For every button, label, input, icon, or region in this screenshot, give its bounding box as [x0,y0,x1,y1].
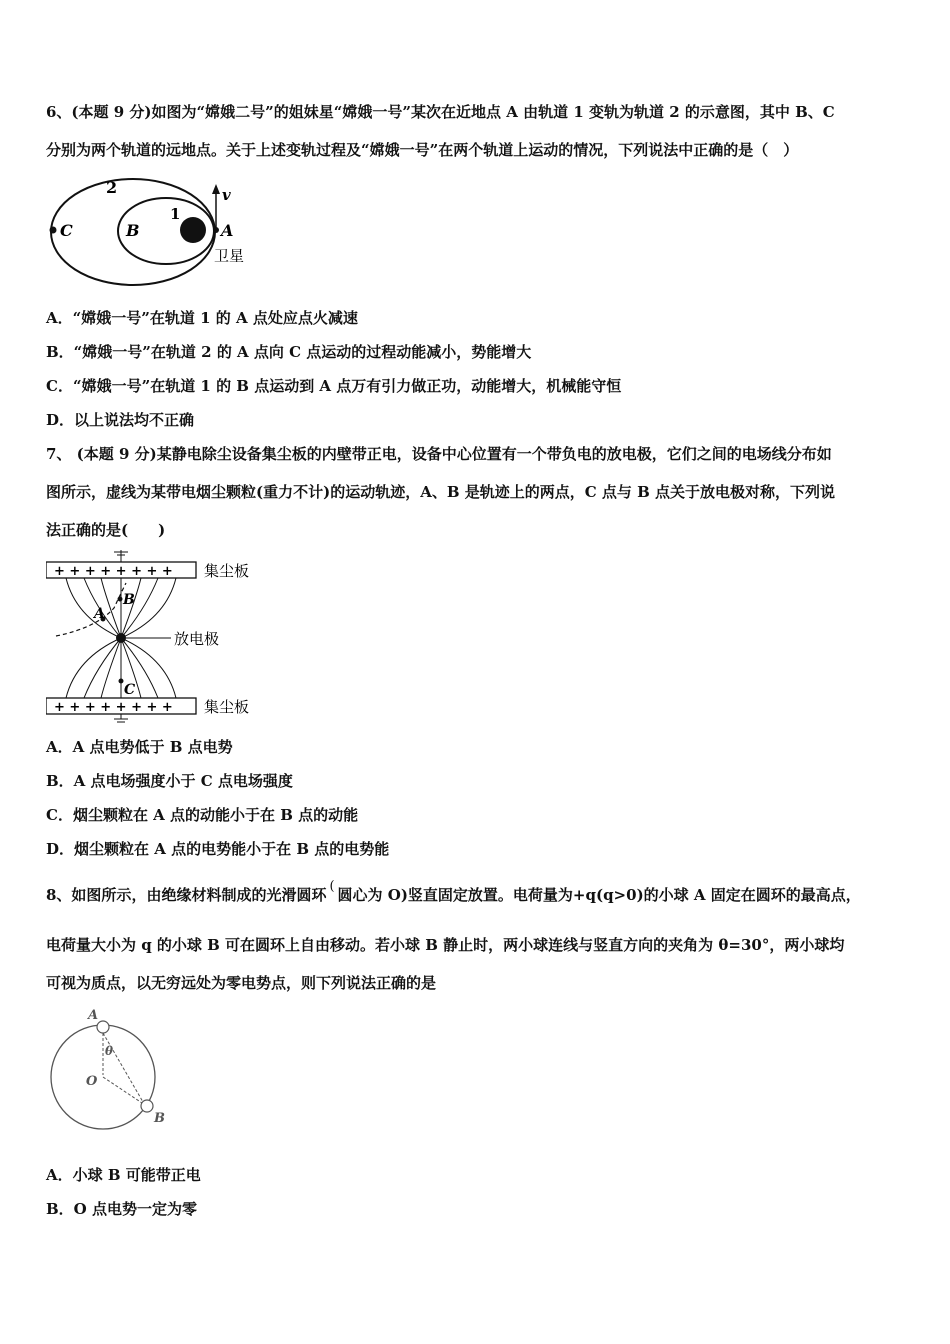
bottom-plate-charges: + + + + + + + + [54,700,173,715]
q6-stem-line2: 分别为两个轨道的远地点。关于上述变轨过程及“嫦娥一号”在两个轨道上运动的情况，下列说法中正确的是（ ） [46,141,799,159]
ring-center-label: O [86,1074,98,1089]
q6-option-a: A．“嫦娥一号”在轨道 1 的 A 点处应点火减速 [46,309,358,327]
q7-stem-line3: 法正确的是( ) [46,521,166,539]
q6-option-c: C．“嫦娥一号”在轨道 1 的 B 点运动到 A 点万有引力做正功，动能增大，机械能守恒 [46,377,622,395]
q7-option-c: C．烟尘颗粒在 A 点的动能小于在 B 点的动能 [46,806,359,824]
point-c-label: C [60,221,73,240]
q8-option-b: B．O 点电势一定为零 [46,1200,197,1218]
q6-stem-line1: 6、(本题 9 分)如图为“嫦娥二号”的姐妹星“嫦娥一号”某次在近地点 A 由轨道 1 变轨为轨道 2 的示意图，其中 B、C [46,103,835,121]
ring-point-b-label: B [154,1111,165,1126]
trajectory [56,583,126,636]
q8-stem-line3: 可视为质点，以无穷远处为零电势点，则下列说法正确的是 [46,974,437,992]
point-c-dot [50,227,57,234]
point-b-label: B [126,221,140,240]
q8-option-a: A．小球 B 可能带正电 [46,1166,201,1184]
top-plate-label: 集尘板 [204,562,250,580]
q8-stem-part2: 圆心为 O)竖直固定放置。电荷量为+q(q>0)的小球 A 固定在圆环的最高点， [337,886,861,904]
ring-point-a-label: A [88,1008,99,1023]
q8-ring-figure [46,1005,176,1140]
q7-option-a: A．A 点电势低于 B 点电势 [46,738,233,756]
q8-stem-part1: 8、如图所示，由绝缘材料制成的光滑圆环 [46,886,327,904]
q7-stem-line1: 7、 (本题 9 分)某静电除尘设备集尘板的内壁带正电，设备中心位置有一个带负电的放电极，它们之间的电场线分布如 [46,445,832,463]
q7-option-d: D．烟尘颗粒在 A 点的电势能小于在 B 点的电势能 [46,840,390,858]
ball-b [141,1100,153,1112]
ball-a [97,1021,109,1033]
satellite-label: 卫星 [214,247,245,265]
q7-option-b: B．A 点电场强度小于 C 点电场强度 [46,772,293,790]
q8-stem-line1 [46,879,861,907]
velocity-label: v [222,186,231,204]
q7-stem-line2: 图所示，虚线为某带电烟尘颗粒(重力不计)的运动轨迹，A、B 是轨迹上的两点，C 点与 B 点关于放电极对称，下列说 [46,483,836,501]
field-lines-top [66,578,176,638]
point-c-label: C [124,682,136,698]
velocity-arrowhead [212,184,220,194]
q7-field-figure [46,548,276,723]
q8-stem-line2: 电荷量大小为 q 的小球 B 可在圆环上自由移动。若小球 B 静止时，两小球连线与竖直方向的夹角为 θ=30°，两小球均 [46,936,845,954]
earth-dot [180,217,206,243]
field-lines-bottom [66,638,176,698]
q8-paren: ( [329,879,335,894]
point-a-label: A [221,221,234,240]
electrode-label: 放电极 [174,630,220,648]
orbit-2-label: 2 [106,178,118,197]
q6-orbit-figure [46,172,276,297]
top-plate-charges: + + + + + + + + [54,564,173,579]
angle-label: θ [105,1044,114,1058]
q6-option-d: D．以上说法均不正确 [46,411,195,429]
bottom-plate-label: 集尘板 [204,698,250,716]
orbit-1-label: 1 [170,205,181,223]
point-b-label: B [123,592,135,608]
q6-option-b: B．“嫦娥一号”在轨道 2 的 A 点向 C 点运动的过程动能减小，势能增大 [46,343,532,361]
point-a-label: A [94,606,105,622]
